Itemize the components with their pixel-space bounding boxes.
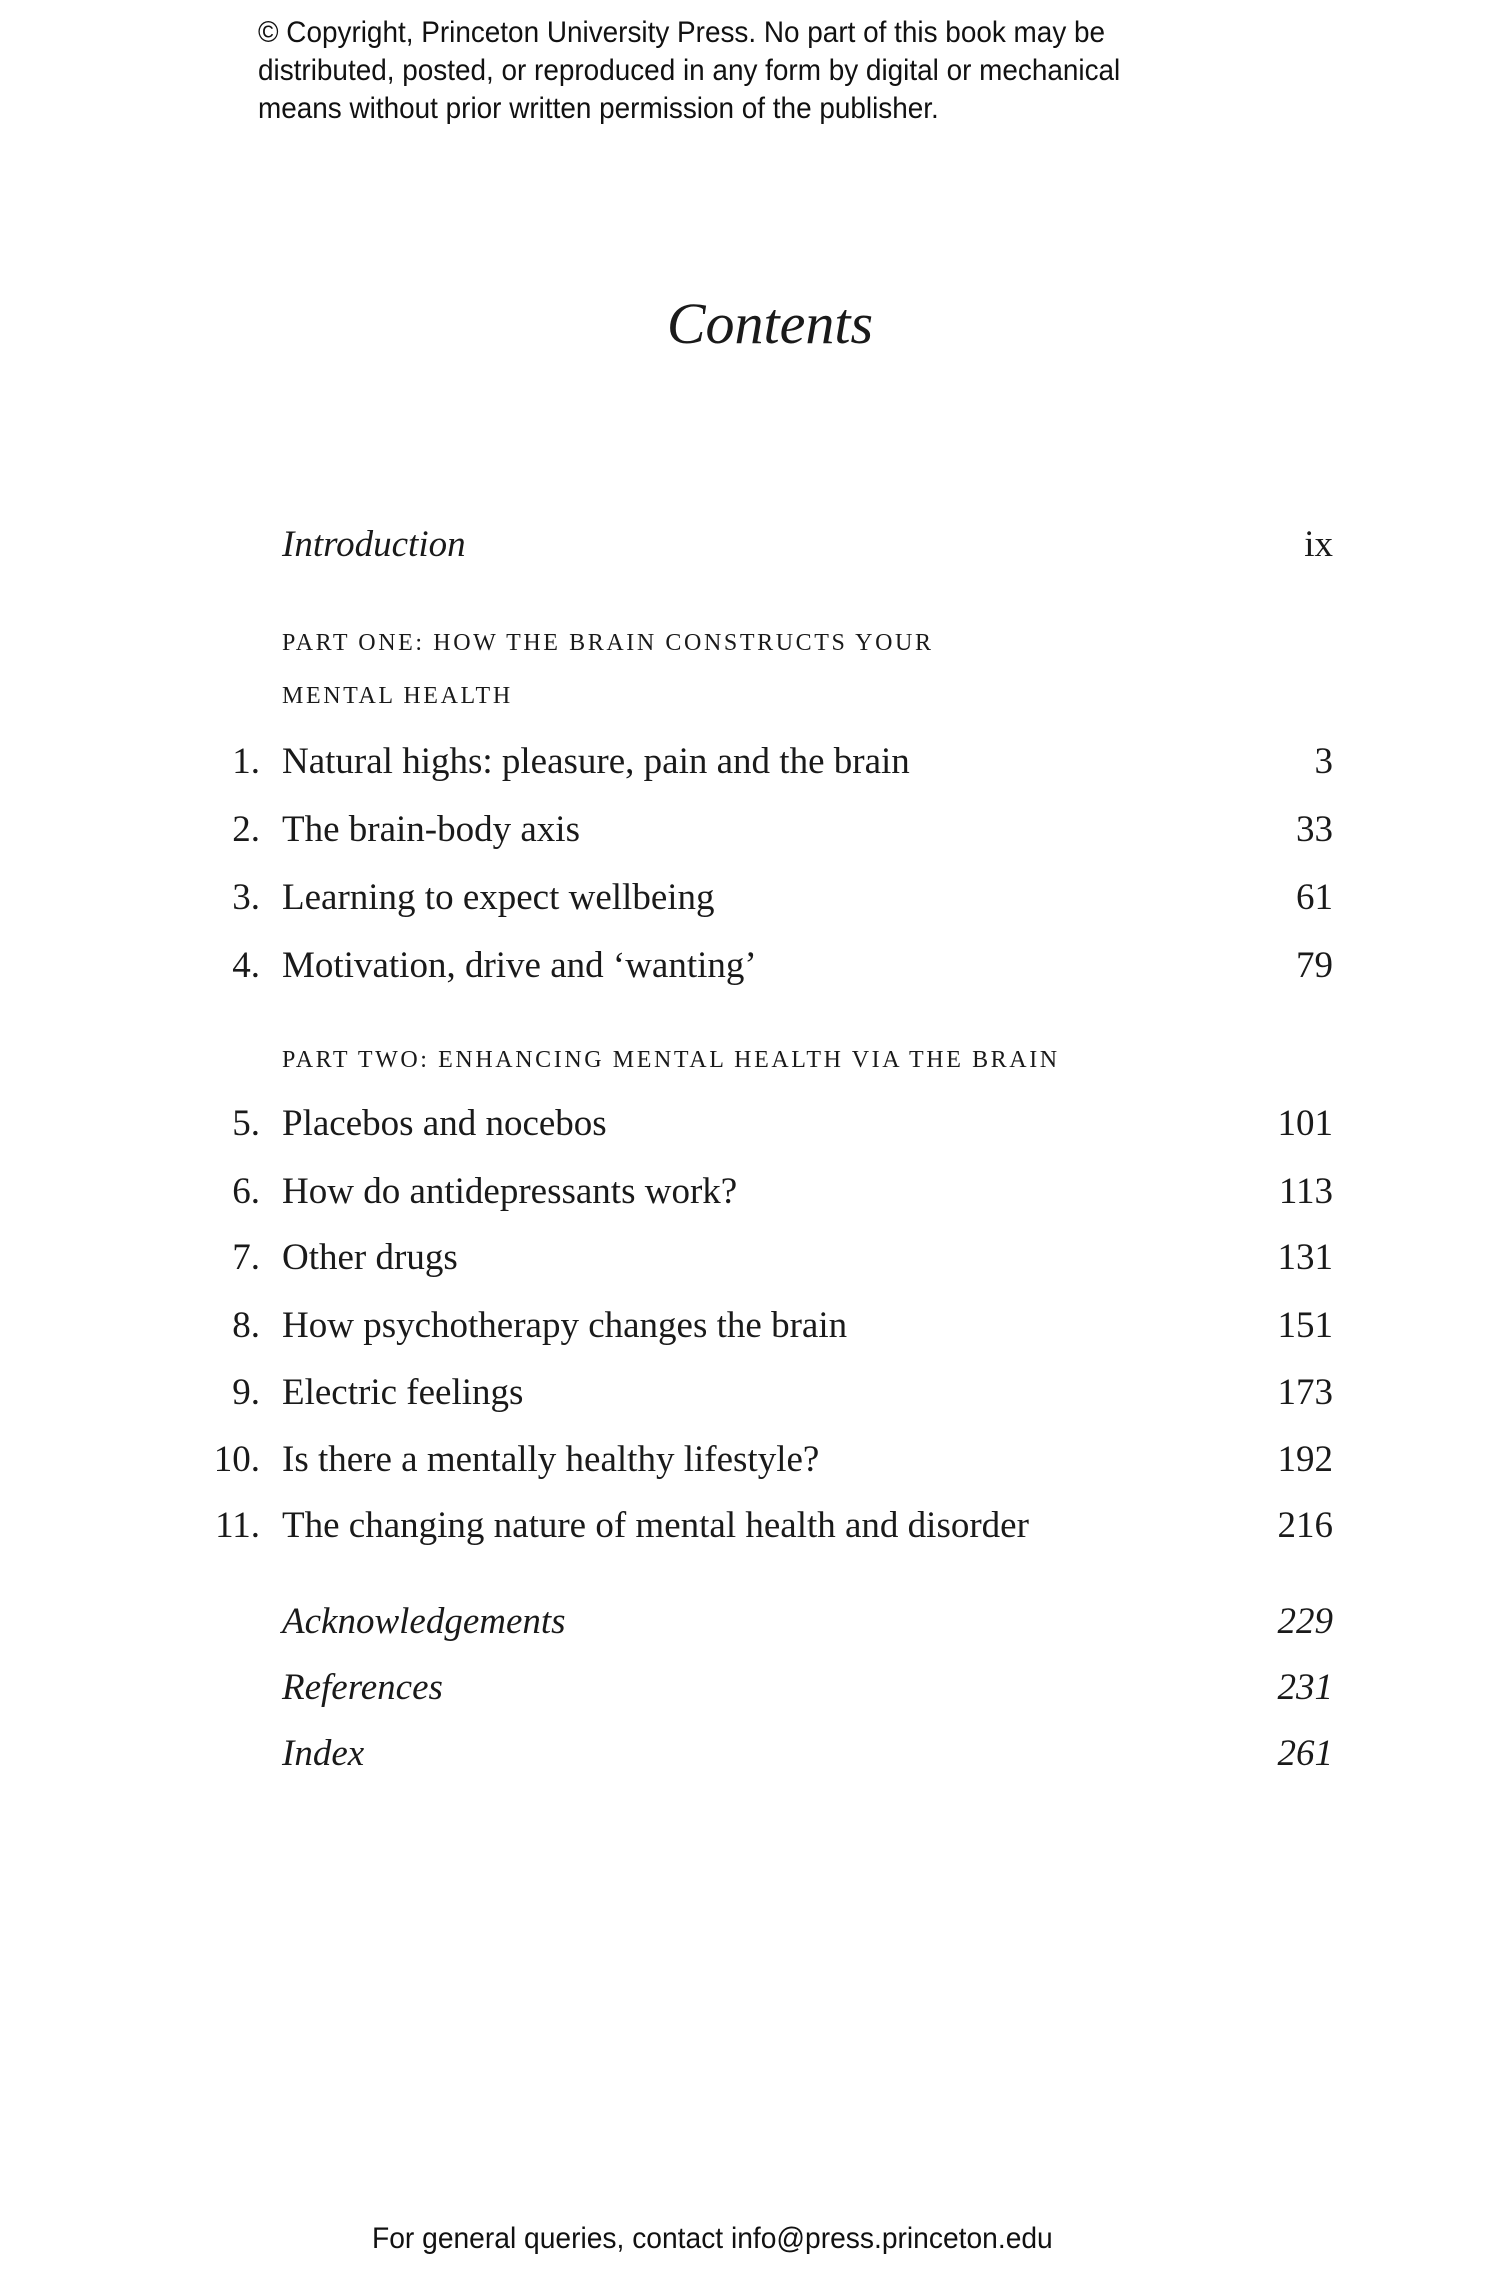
toc-chapter-2[interactable] xyxy=(0,801,1500,851)
toc-entry-references[interactable] xyxy=(0,1659,1500,1709)
part-one-heading-line-2: MENTAL HEALTH xyxy=(282,683,513,709)
toc-entry-page: 229 xyxy=(1277,1601,1333,1642)
chapter-number: 7. xyxy=(232,1237,260,1278)
toc-chapter-1[interactable] xyxy=(0,733,1500,783)
chapter-title: Electric feelings xyxy=(282,1372,524,1413)
toc-entry-acknowledgements[interactable] xyxy=(0,1593,1500,1643)
chapter-page: 192 xyxy=(1277,1439,1333,1480)
part-one-heading-line-1: PART ONE: HOW THE BRAIN CONSTRUCTS YOUR xyxy=(282,630,934,656)
chapter-number: 11. xyxy=(215,1505,260,1546)
chapter-number: 2. xyxy=(232,809,260,850)
toc-entry-introduction[interactable] xyxy=(0,516,1500,566)
toc-chapter-8[interactable] xyxy=(0,1297,1500,1347)
chapter-page: 101 xyxy=(1277,1103,1333,1144)
chapter-number: 1. xyxy=(232,741,260,782)
copyright-line: means without prior written permission of the publisher. xyxy=(258,92,939,125)
chapter-page: 216 xyxy=(1277,1505,1333,1546)
toc-entry-label: Acknowledgements xyxy=(282,1601,566,1642)
toc-chapter-7[interactable] xyxy=(0,1229,1500,1279)
chapter-number: 6. xyxy=(232,1171,260,1212)
toc-chapter-10[interactable] xyxy=(0,1431,1500,1481)
copyright-line: distributed, posted, or reproduced in any form by digital or mechanical xyxy=(258,54,1121,87)
chapter-page: 173 xyxy=(1277,1372,1333,1413)
toc-entry-index[interactable] xyxy=(0,1725,1500,1775)
page-title: Contents xyxy=(666,291,874,356)
toc-chapter-6[interactable] xyxy=(0,1163,1500,1213)
toc-entry-page: 261 xyxy=(1277,1733,1333,1774)
chapter-title: Motivation, drive and ‘wanting’ xyxy=(282,945,757,986)
chapter-number: 3. xyxy=(232,877,260,918)
toc-chapter-11[interactable] xyxy=(0,1497,1500,1547)
chapter-title: The changing nature of mental health and disorder xyxy=(282,1505,1029,1546)
toc-chapter-4[interactable] xyxy=(0,937,1500,987)
toc-entry-label: Introduction xyxy=(282,524,466,565)
toc-chapter-3[interactable] xyxy=(0,869,1500,919)
chapter-number: 5. xyxy=(232,1103,260,1144)
chapter-title: Natural highs: pleasure, pain and the brain xyxy=(282,741,910,782)
chapter-title: Other drugs xyxy=(282,1237,458,1278)
toc-entry-label: Index xyxy=(282,1733,365,1774)
chapter-number: 4. xyxy=(232,945,260,986)
chapter-title: The brain-body axis xyxy=(282,809,580,850)
copyright-line: © Copyright, Princeton University Press. No part of this book may be xyxy=(258,16,1106,49)
chapter-page: 131 xyxy=(1277,1237,1333,1278)
chapter-page: 61 xyxy=(1296,877,1333,918)
chapter-page: 3 xyxy=(1314,741,1333,782)
chapter-page: 113 xyxy=(1278,1171,1333,1212)
chapter-title: How do antidepressants work? xyxy=(282,1171,738,1212)
chapter-title: Placebos and nocebos xyxy=(282,1103,607,1144)
part-two-heading: PART TWO: ENHANCING MENTAL HEALTH VIA THE BRAIN xyxy=(282,1047,1060,1073)
toc-entry-label: References xyxy=(282,1667,443,1708)
footer-contact: For general queries, contact info@press.princeton.edu xyxy=(372,2222,1053,2255)
chapter-title: How psychotherapy changes the brain xyxy=(282,1305,848,1346)
toc-chapter-5[interactable] xyxy=(0,1095,1500,1145)
chapter-number: 8. xyxy=(232,1305,260,1346)
chapter-title: Is there a mentally healthy lifestyle? xyxy=(282,1439,820,1480)
toc-entry-page: ix xyxy=(1304,524,1333,565)
chapter-page: 79 xyxy=(1296,945,1333,986)
chapter-page: 151 xyxy=(1277,1305,1333,1346)
chapter-page: 33 xyxy=(1296,809,1333,850)
chapter-title: Learning to expect wellbeing xyxy=(282,877,715,918)
toc-chapter-9[interactable] xyxy=(0,1364,1500,1414)
chapter-number: 10. xyxy=(213,1439,260,1480)
toc-entry-page: 231 xyxy=(1277,1667,1333,1708)
chapter-number: 9. xyxy=(232,1372,260,1413)
